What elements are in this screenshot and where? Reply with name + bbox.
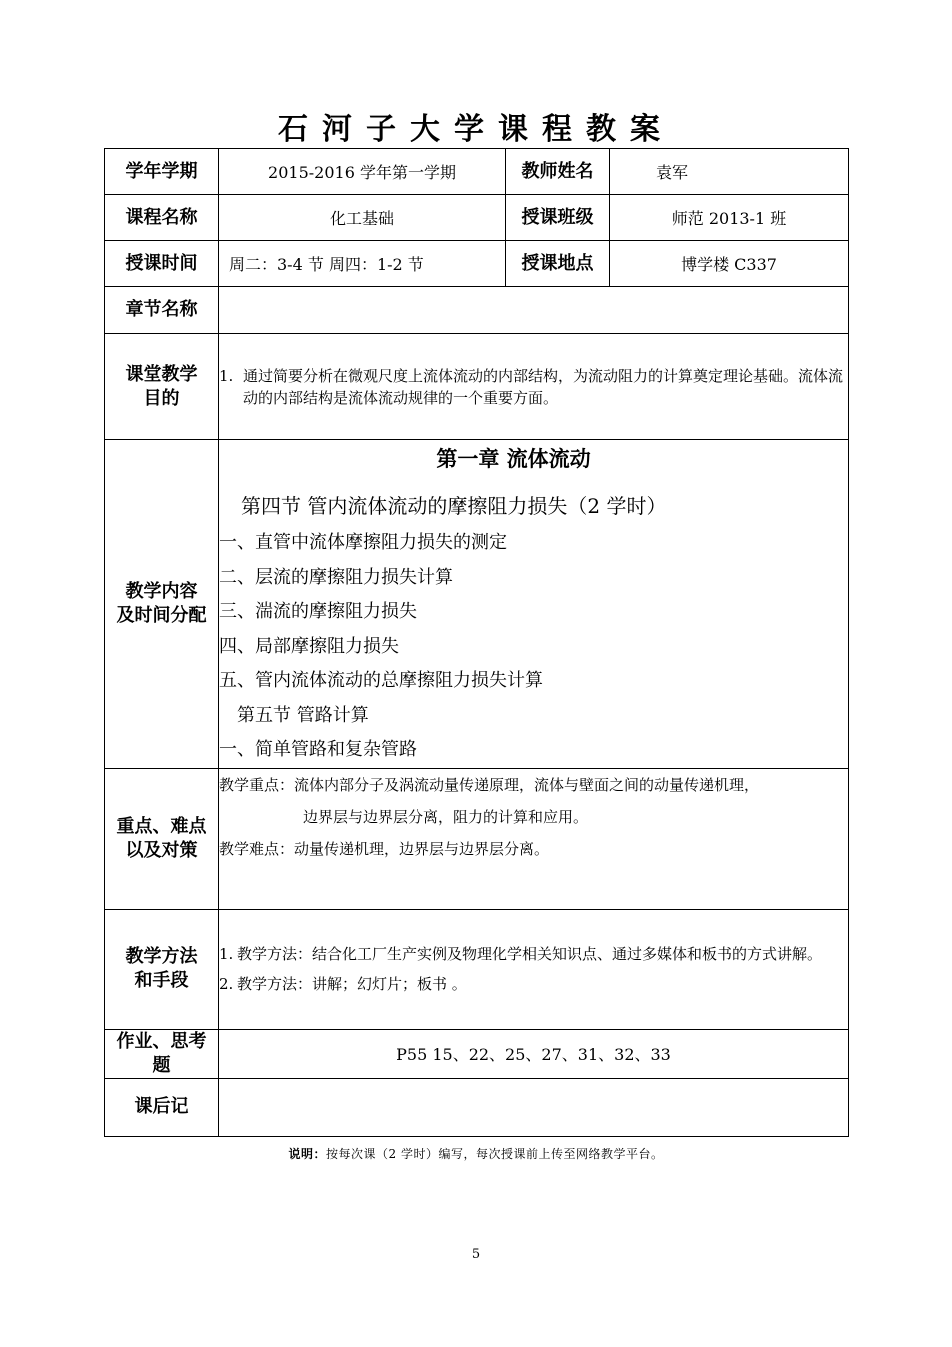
postscript-value <box>219 1078 849 1136</box>
homework-label <box>105 1029 219 1078</box>
content-label <box>105 440 219 769</box>
teacher-label: 教师姓名 <box>506 149 610 195</box>
methods-item-number: 2. <box>219 975 234 993</box>
content-item: 四、局部摩擦阻力损失 <box>219 635 399 657</box>
row-focus <box>105 768 849 909</box>
row-term <box>105 149 849 195</box>
row-content <box>105 440 849 769</box>
place-label: 授课地点 <box>506 241 610 287</box>
methods-item-text: 教学方法：讲解；幻灯片；板书 。 <box>237 975 467 993</box>
objective-label <box>105 334 219 440</box>
objective-item-number: 1. <box>219 366 234 385</box>
homework-label-line1: 作业、思考 <box>116 1030 207 1052</box>
footnote <box>0 1146 952 1162</box>
methods-label-line2: 和手段 <box>134 970 189 991</box>
chapter-heading: 第一章 流体流动 <box>436 447 591 471</box>
page-title: 石河子大学课程教案 <box>278 112 674 147</box>
row-homework <box>105 1029 849 1078</box>
objective-item-text: 通过简要分析在微观尺度上流体流动的内部结构，为流动阻力的计算奠定理论基础。流体流动的内部结构是流体流动规律的一个重要方面。 <box>243 366 844 407</box>
methods-item-text: 教学方法：结合化工厂生产实例及物理化学相关知识点、通过多媒体和板书的方式讲解。 <box>237 945 823 963</box>
content-item: 二、层流的摩擦阻力损失计算 <box>219 566 453 588</box>
row-postscript <box>105 1078 849 1136</box>
methods-item <box>219 943 848 965</box>
class-label: 授课班级 <box>506 195 610 241</box>
footnote-label: 说明： <box>288 1147 327 1161</box>
content-label-line1: 教学内容 <box>125 580 198 602</box>
row-time <box>105 241 849 287</box>
footnote-text: 按每次课（2 学时）编写，每次授课前上传至网络教学平台。 <box>326 1147 664 1161</box>
time-value: 周二：3-4 节 周四：1-2 节 <box>219 241 506 287</box>
objective-label-line2: 目的 <box>143 387 180 409</box>
content-cell <box>219 440 849 769</box>
teacher-value: 袁军 <box>610 149 849 195</box>
homework-value: P55 15、22、25、27、31、32、33 <box>219 1029 849 1078</box>
content-item: 一、简单管路和复杂管路 <box>219 739 417 760</box>
methods-item-number: 1. <box>219 945 234 963</box>
methods-label-line1: 教学方法 <box>125 946 198 967</box>
lesson-plan-table <box>104 148 849 1137</box>
objective-cell <box>219 334 849 440</box>
row-chapter-name <box>105 287 849 334</box>
difficult-points: 教学难点：动量传递机理，边界层与边界层分离。 <box>219 839 550 858</box>
focus-label <box>105 768 219 909</box>
row-objective <box>105 334 849 440</box>
focus-label-line1: 重点、难点 <box>116 815 207 837</box>
content-item: 五、管内流体流动的总摩擦阻力损失计算 <box>219 670 543 691</box>
objective-label-line1: 课堂教学 <box>125 363 198 385</box>
term-value: 2015-2016 学年第一学期 <box>219 149 506 195</box>
focus-label-line2: 以及对策 <box>125 839 198 861</box>
methods-cell <box>219 909 849 1029</box>
section2-heading: 第五节 管路计算 <box>237 704 369 726</box>
objective-item <box>219 365 848 409</box>
section-heading: 第四节 管内流体流动的摩擦阻力损失（2 学时） <box>241 494 667 518</box>
time-label: 授课时间 <box>105 241 219 287</box>
content-label-line2: 及时间分配 <box>116 604 207 626</box>
homework-label-line2: 题 <box>152 1054 171 1076</box>
key-points-line1: 教学重点：流体内部分子及涡流动量传递原理，流体与壁面之间的动量传递机理， <box>219 775 760 794</box>
term-label: 学年学期 <box>105 149 219 195</box>
course-label: 课程名称 <box>105 195 219 241</box>
class-value: 师范 2013-1 班 <box>610 195 849 241</box>
chapter-name-label: 章节名称 <box>105 287 219 334</box>
content-item: 三、湍流的摩擦阻力损失 <box>219 601 417 622</box>
methods-item <box>219 973 848 995</box>
focus-cell <box>219 768 849 909</box>
chapter-name-value <box>219 287 849 334</box>
page-number: 5 <box>471 1247 481 1262</box>
content-item: 一、直管中流体摩擦阻力损失的测定 <box>219 532 507 553</box>
methods-label <box>105 909 219 1029</box>
key-points-line2: 边界层与边界层分离，阻力的计算和应用。 <box>303 807 589 826</box>
place-value: 博学楼 C337 <box>610 241 849 287</box>
course-value: 化工基础 <box>219 195 506 241</box>
postscript-label: 课后记 <box>105 1078 219 1136</box>
row-course <box>105 195 849 241</box>
row-methods <box>105 909 849 1029</box>
